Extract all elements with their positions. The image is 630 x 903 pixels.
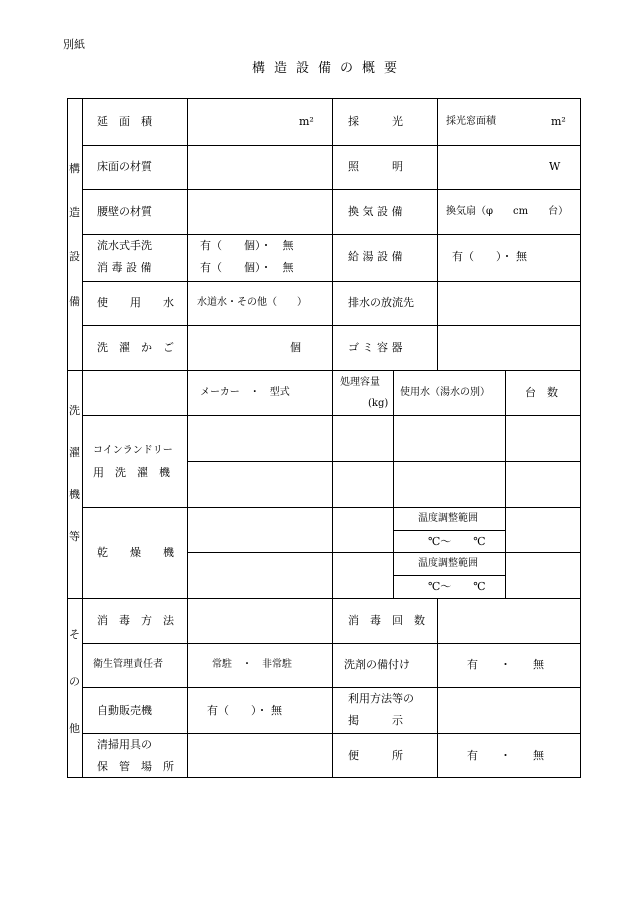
toilet-label: 便 所 [348, 749, 403, 762]
hot-water-value: 有（ ）・ 無 [452, 250, 527, 263]
dryer-label: 乾 燥 機 [97, 546, 174, 559]
detergent-label: 洗剤の備付け [344, 658, 410, 671]
hot-water-label: 給 湯 設 備 [348, 250, 403, 263]
trash-label: ゴ ミ 容 器 [348, 341, 403, 354]
section-machines-char-1: 洗 [69, 404, 80, 417]
col-capacity-header-1: 処理容量 [340, 377, 380, 388]
coin-washer-label-1: コインランドリー [93, 445, 173, 456]
handwash-label-1: 流水式手洗 [97, 239, 152, 252]
handwash-label-2: 消 毒 設 備 [97, 261, 152, 274]
temp-range-value-2: ℃～ ℃ [428, 580, 486, 593]
vending-value: 有（ ）・ 無 [207, 704, 282, 717]
lighting-window-area-label: 採光窓面積 [446, 116, 496, 127]
floor-area-label: 延 面 積 [97, 115, 152, 128]
usage-notice-label-2: 掲 示 [348, 714, 403, 727]
lighting-label: 採 光 [348, 115, 403, 128]
drain-label: 排水の放流先 [348, 296, 414, 309]
col-water-header: 使用水（湯水の別） [400, 387, 490, 398]
disinfection-count-label: 消 毒 回 数 [348, 614, 425, 627]
water-label: 使 用 水 [97, 296, 174, 309]
manager-label: 衛生管理責任者 [93, 659, 163, 670]
cleaning-tools-label-2: 保 管 場 所 [97, 760, 174, 773]
attachment-label: 別紙 [63, 38, 85, 51]
section-structure-char-4: 備 [69, 295, 80, 308]
disinfection-method-label: 消 毒 方 法 [97, 614, 174, 627]
col-count-header: 台 数 [525, 386, 558, 399]
manager-value: 常駐 ・ 非常駐 [212, 659, 292, 670]
section-machines-char-3: 機 [69, 488, 80, 501]
section-other-char-3: 他 [69, 722, 80, 735]
section-other-char-2: の [69, 675, 80, 688]
temp-range-label-1: 温度調整範囲 [418, 513, 478, 524]
vending-label: 自動販売機 [97, 704, 152, 717]
water-value: 水道水・その他（ ） [197, 297, 307, 308]
page-title: 構造設備の概要 [252, 61, 407, 76]
coin-washer-label-2: 用 洗 濯 機 [93, 466, 170, 479]
temp-range-value-1: ℃～ ℃ [428, 535, 486, 548]
section-structure-char-2: 造 [69, 206, 80, 219]
handwash-value-1: 有（ 個）・ 無 [200, 239, 294, 252]
laundry-basket-label: 洗 濯 か ご [97, 341, 174, 354]
ventilation-value: 換気扇（φ cm 台） [446, 206, 569, 217]
section-other-char-1: そ [69, 628, 80, 641]
floor-material-label: 床面の材質 [97, 160, 152, 173]
section-structure-char-1: 構 [69, 162, 80, 175]
col-capacity-header-2: (kg) [368, 398, 389, 409]
section-structure-char-3: 設 [69, 250, 80, 263]
col-maker-header: メーカー ・ 型式 [200, 387, 290, 398]
section-machines-char-4: 等 [69, 530, 80, 543]
detergent-value: 有 ・ 無 [467, 658, 544, 671]
wainscot-material-label: 腰壁の材質 [97, 205, 152, 218]
handwash-value-2: 有（ 個）・ 無 [200, 261, 294, 274]
usage-notice-label-1: 利用方法等の [348, 692, 414, 705]
laundry-basket-unit: 個 [290, 341, 301, 354]
temp-range-label-2: 温度調整範囲 [418, 558, 478, 569]
floor-area-unit: m² [299, 115, 314, 128]
illumination-label: 照 明 [348, 160, 403, 173]
lighting-unit: m² [551, 115, 566, 128]
cleaning-tools-label-1: 清掃用具の [97, 738, 152, 751]
illumination-unit: W [549, 160, 561, 173]
toilet-value: 有 ・ 無 [467, 749, 544, 762]
section-machines-char-2: 濯 [69, 446, 80, 459]
ventilation-label: 換 気 設 備 [348, 205, 403, 218]
